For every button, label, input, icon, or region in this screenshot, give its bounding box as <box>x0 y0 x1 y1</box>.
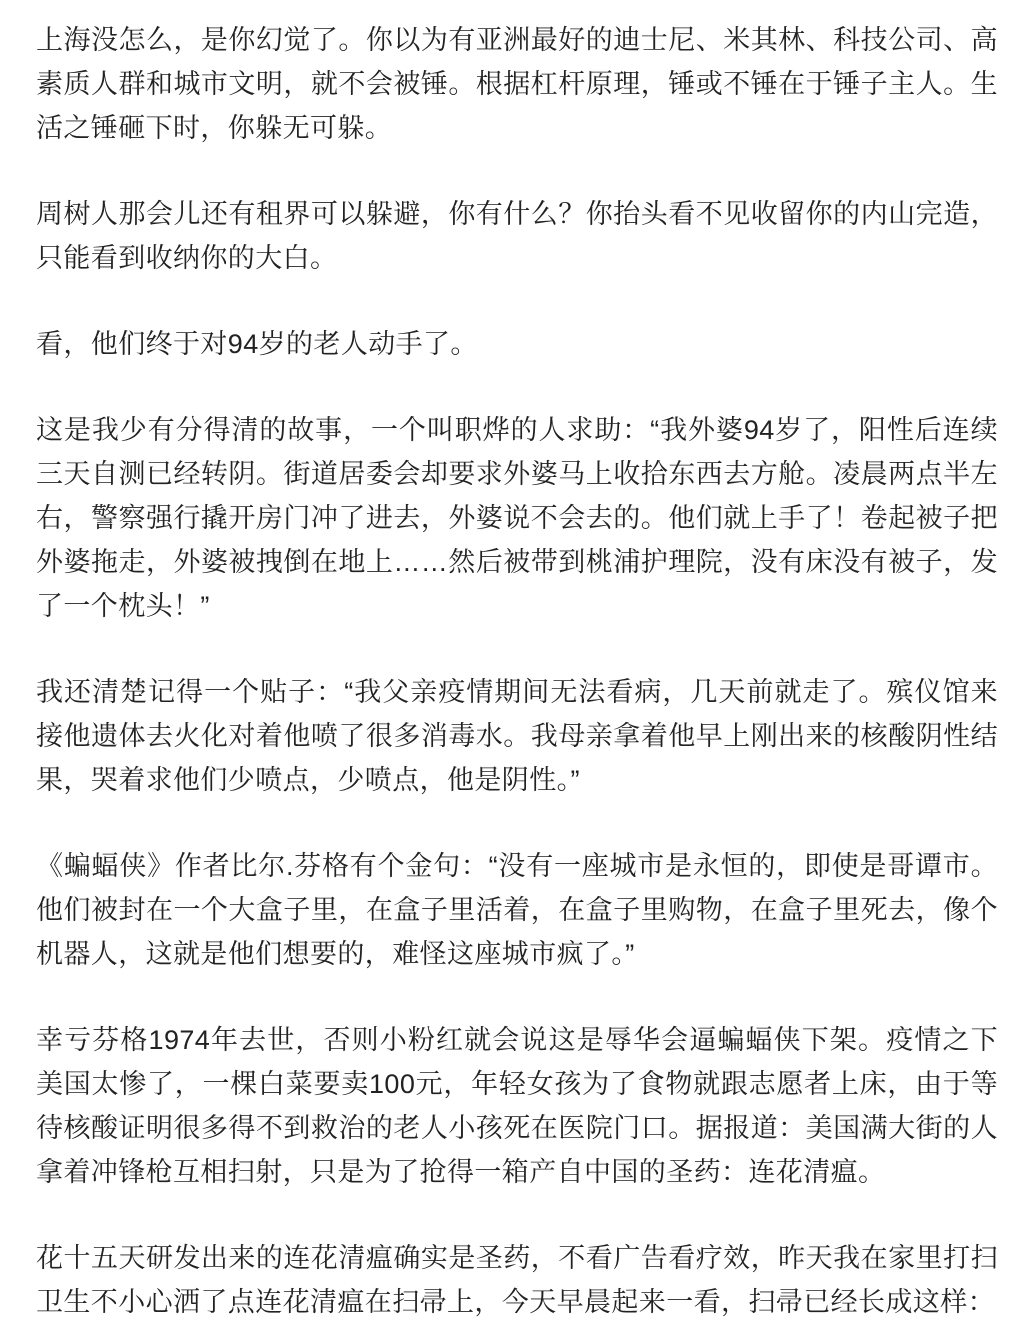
paragraph: 这是我少有分得清的故事，一个叫职烨的人求助：“我外婆94岁了，阳性后连续三天自测已经转阴。街道居委会却要求外婆马上收拾东西去方舱。凌晨两点半左右，警察强行撬开房门冲了进去，外婆说不会去的。他们就上手了！卷起被子把外婆拖走，外婆被拽倒在地上……然后被带到桃浦护理院，没有床没有被子，发了一个枕头！” <box>36 415 998 621</box>
paragraph: 《蝙蝠侠》作者比尔.芬格有个金句：“没有一座城市是永恒的，即使是哥谭市。他们被封在一个大盒子里，在盒子里活着，在盒子里购物，在盒子里死去，像个机器人，这就是他们想要的，难怪这座城市疯了。” <box>36 851 998 969</box>
paragraph: 看，他们终于对94岁的老人动手了。 <box>36 329 478 359</box>
paragraph: 幸亏芬格1974年去世，否则小粉红就会说这是辱华会逼蝙蝠侠下架。疫情之下美国太惨了，一棵白菜要卖100元，年轻女孩为了食物就跟志愿者上床，由于等待核酸证明很多得不到救治的老人小孩死在医院门口。据报道：美国满大街的人拿着冲锋枪互相扫射，只是为了抢得一箱产自中国的圣药：连花清瘟。 <box>36 1025 998 1187</box>
paragraph: 周树人那会儿还有租界可以躲避，你有什么？你抬头看不见收留你的内山完造，只能看到收纳你的大白。 <box>36 199 998 273</box>
paragraph: 我还清楚记得一个贴子：“我父亲疫情期间无法看病，几天前就走了。殡仪馆来接他遗体去火化对着他喷了很多消毒水。我母亲拿着他早上刚出来的核酸阴性结果，哭着求他们少喷点，少喷点，他是阴性。” <box>36 677 998 795</box>
paragraph: 上海没怎么，是你幻觉了。你以为有亚洲最好的迪士尼、米其林、科技公司、高素质人群和城市文明，就不会被锤。根据杠杆原理，锤或不锤在于锤子主人。生活之锤砸下时，你躲无可躲。 <box>36 25 998 143</box>
paragraph: 花十五天研发出来的连花清瘟确实是圣药，不看广告看疗效，昨天我在家里打扫卫生不小心洒了点连花清瘟在扫帚上，今天早晨起来一看，扫帚已经长成这样： <box>36 1243 998 1317</box>
